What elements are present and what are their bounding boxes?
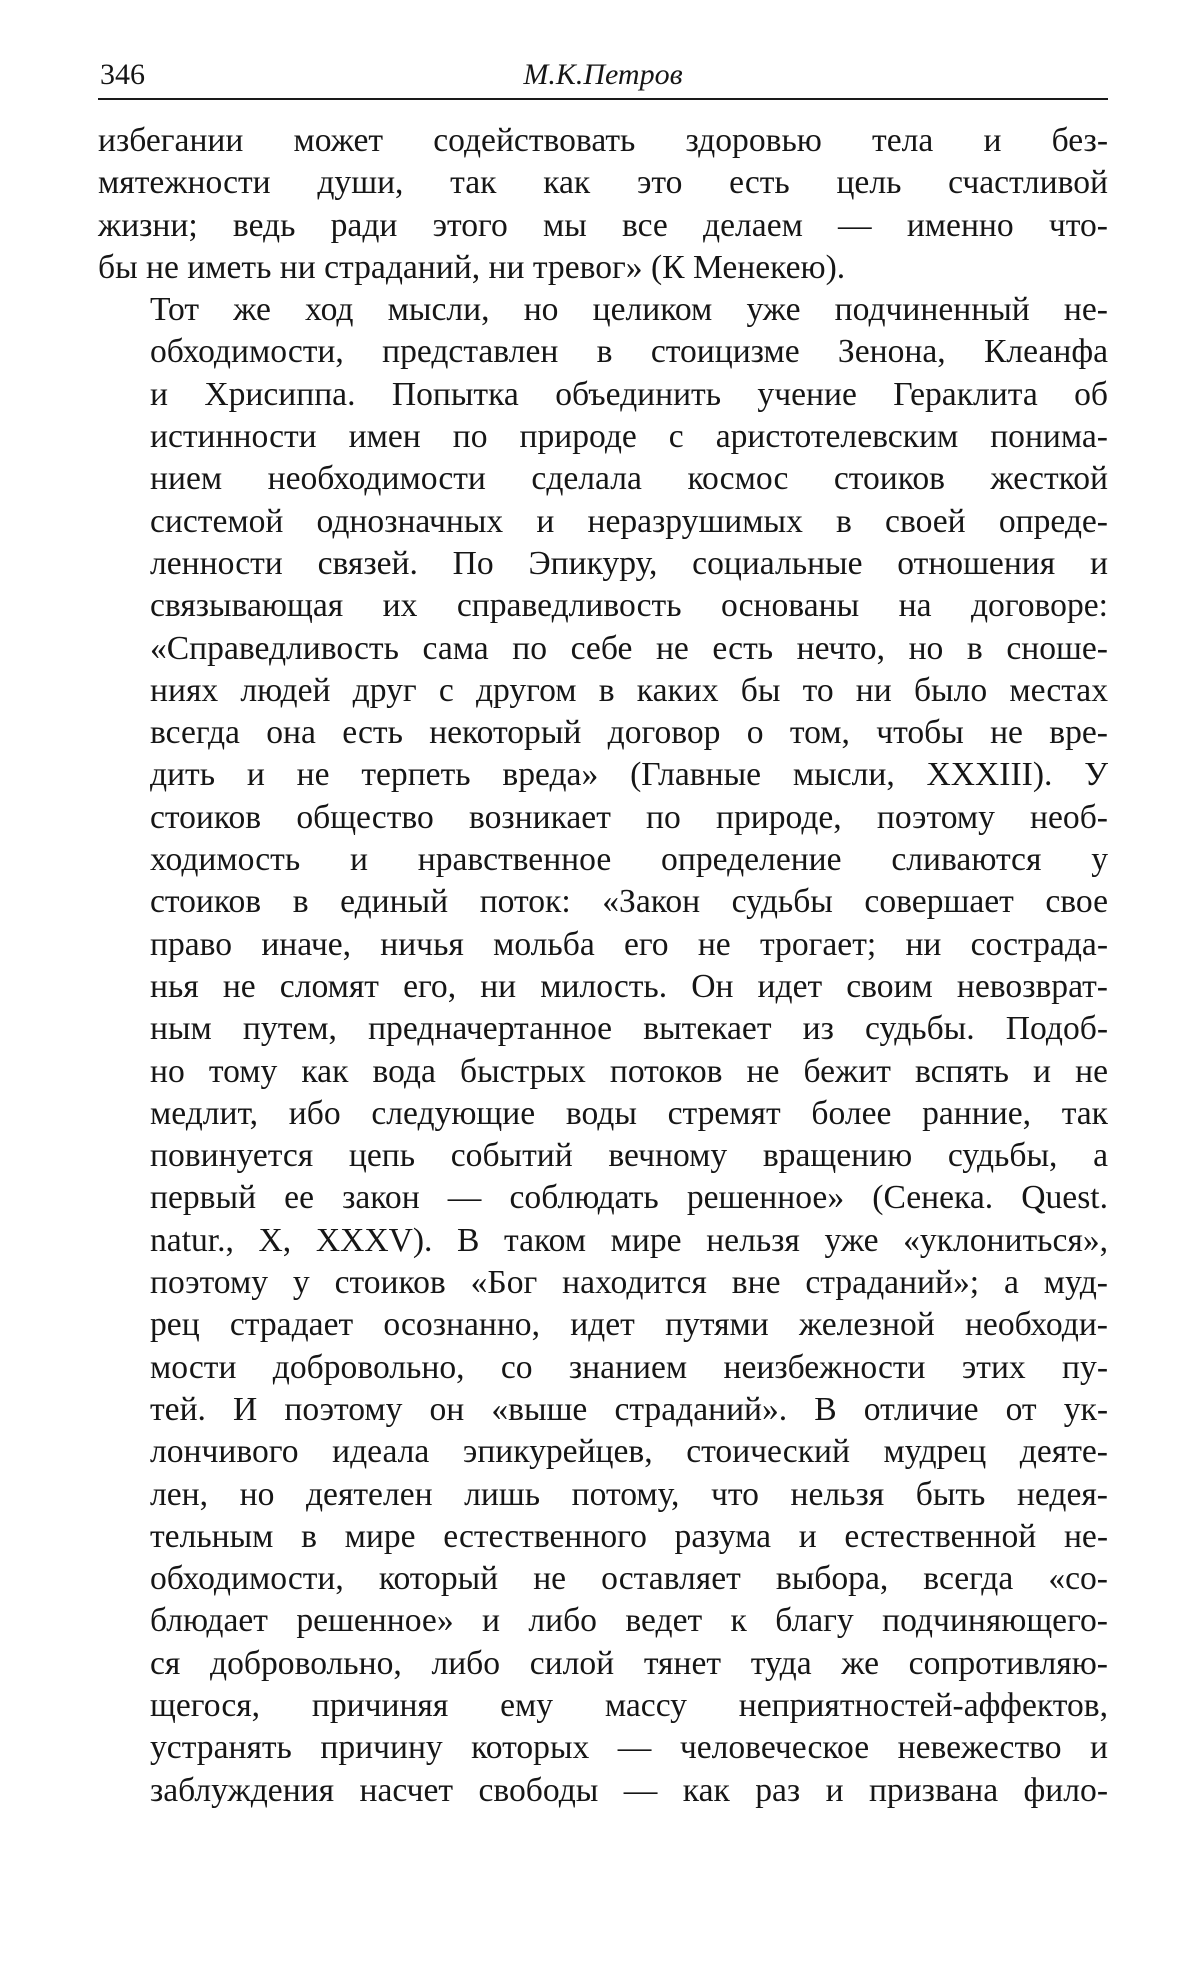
text-line: ся добровольно, либо силой тянет туда же сопротивляю- bbox=[150, 1644, 1108, 1682]
text-line: стоиков в единый поток: «Закон судьбы совершает свое bbox=[150, 883, 1108, 921]
text-line: «Справедливость сама по себе не есть нечто, но в сноше- bbox=[150, 629, 1108, 667]
text-line: системой однозначных и неразрушимых в своей опреде- bbox=[150, 502, 1108, 540]
text-line: обходимости, представлен в стоицизме Зенона, Клеанфа bbox=[150, 333, 1108, 371]
text-line: нием необходимости сделала космос стоиков жесткой bbox=[150, 460, 1108, 498]
text-line: избегании может содействовать здоровью тела и без- bbox=[98, 122, 1108, 159]
text-line: обходимости, который не оставляет выбора, всегда «со- bbox=[150, 1560, 1108, 1598]
body-text bbox=[98, 120, 1108, 1812]
text-line: Тот же ход мысли, но целиком уже подчиненный не- bbox=[150, 291, 1108, 329]
text-line: ным путем, предначертанное вытекает из судьбы. Подоб- bbox=[150, 1010, 1108, 1048]
text-line: дить и не терпеть вреда» (Главные мысли, XXXIII). У bbox=[150, 756, 1108, 794]
text-line: тельным в мире естественного разума и естественной не- bbox=[150, 1517, 1108, 1555]
text-line: и Хрисиппа. Попытка объединить учение Гераклита об bbox=[150, 375, 1108, 413]
text-line: лен, но деятелен лишь потому, что нельзя быть недея- bbox=[150, 1475, 1108, 1513]
paragraph bbox=[98, 289, 1108, 1812]
paragraph bbox=[98, 120, 1108, 289]
text-line: ниях людей друг с другом в каких бы то ни было местах bbox=[150, 671, 1108, 709]
text-line: всегда она есть некоторый договор о том, чтобы не вре- bbox=[150, 714, 1108, 752]
text-line: блюдает решенное» и либо ведет к благу подчиняющего- bbox=[150, 1602, 1108, 1640]
text-line: бы не иметь ни страданий, ни тревог» (К Менекею). bbox=[98, 248, 846, 286]
running-head-author: М.К.Петров bbox=[523, 58, 683, 91]
text-line: но тому как вода быстрых потоков не бежит вспять и не bbox=[150, 1052, 1108, 1090]
page-header bbox=[98, 52, 1108, 100]
text-line: первый ее закон — соблюдать решенное» (Сенека. Quest. bbox=[150, 1179, 1108, 1217]
text-line: щегося, причиняя ему массу неприятностей-аффектов, bbox=[150, 1686, 1108, 1724]
text-line: медлит, ибо следующие воды стремят более ранние, так bbox=[150, 1094, 1108, 1132]
text-line: мятежности души, так как это есть цель счастливой bbox=[98, 164, 1108, 202]
text-line: стоиков общество возникает по природе, поэтому необ- bbox=[150, 798, 1108, 836]
text-line: повинуется цепь событий вечному вращению судьбы, а bbox=[150, 1137, 1108, 1175]
text-line: устранять причину которых — человеческое невежество и bbox=[150, 1729, 1108, 1767]
text-line: рец страдает осознанно, идет путями железной необходи- bbox=[150, 1306, 1108, 1344]
text-line: право иначе, ничья мольба его не трогает; ни сострада- bbox=[150, 925, 1108, 963]
text-line: поэтому у стоиков «Бог находится вне страданий»; а муд- bbox=[150, 1264, 1108, 1302]
text-line: мости добровольно, со знанием неизбежности этих пу- bbox=[150, 1348, 1108, 1386]
text-line: нья не сломят его, ни милость. Он идет своим невозврат- bbox=[150, 967, 1108, 1005]
text-line: связывающая их справедливость основаны на договоре: bbox=[150, 587, 1108, 625]
text-line: ленности связей. По Эпикуру, социальные отношения и bbox=[150, 544, 1108, 582]
text-line: natur., X, XXXV). В таком мире нельзя уже «уклониться», bbox=[150, 1221, 1108, 1259]
text-line: лончивого идеала эпикурейцев, стоический мудрец деяте- bbox=[150, 1433, 1108, 1471]
text-line: заблуждения насчет свободы — как раз и призвана фило- bbox=[150, 1771, 1108, 1809]
book-page bbox=[98, 52, 1108, 1812]
text-line: ходимость и нравственное определение сливаются у bbox=[150, 841, 1108, 879]
page-number: 346 bbox=[100, 58, 145, 91]
text-line: истинности имен по природе с аристотелевским понима- bbox=[150, 418, 1108, 456]
text-line: тей. И поэтому он «выше страданий». В отличие от ук- bbox=[150, 1390, 1108, 1428]
text-line: жизни; ведь ради этого мы все делаем — именно что- bbox=[98, 206, 1108, 244]
